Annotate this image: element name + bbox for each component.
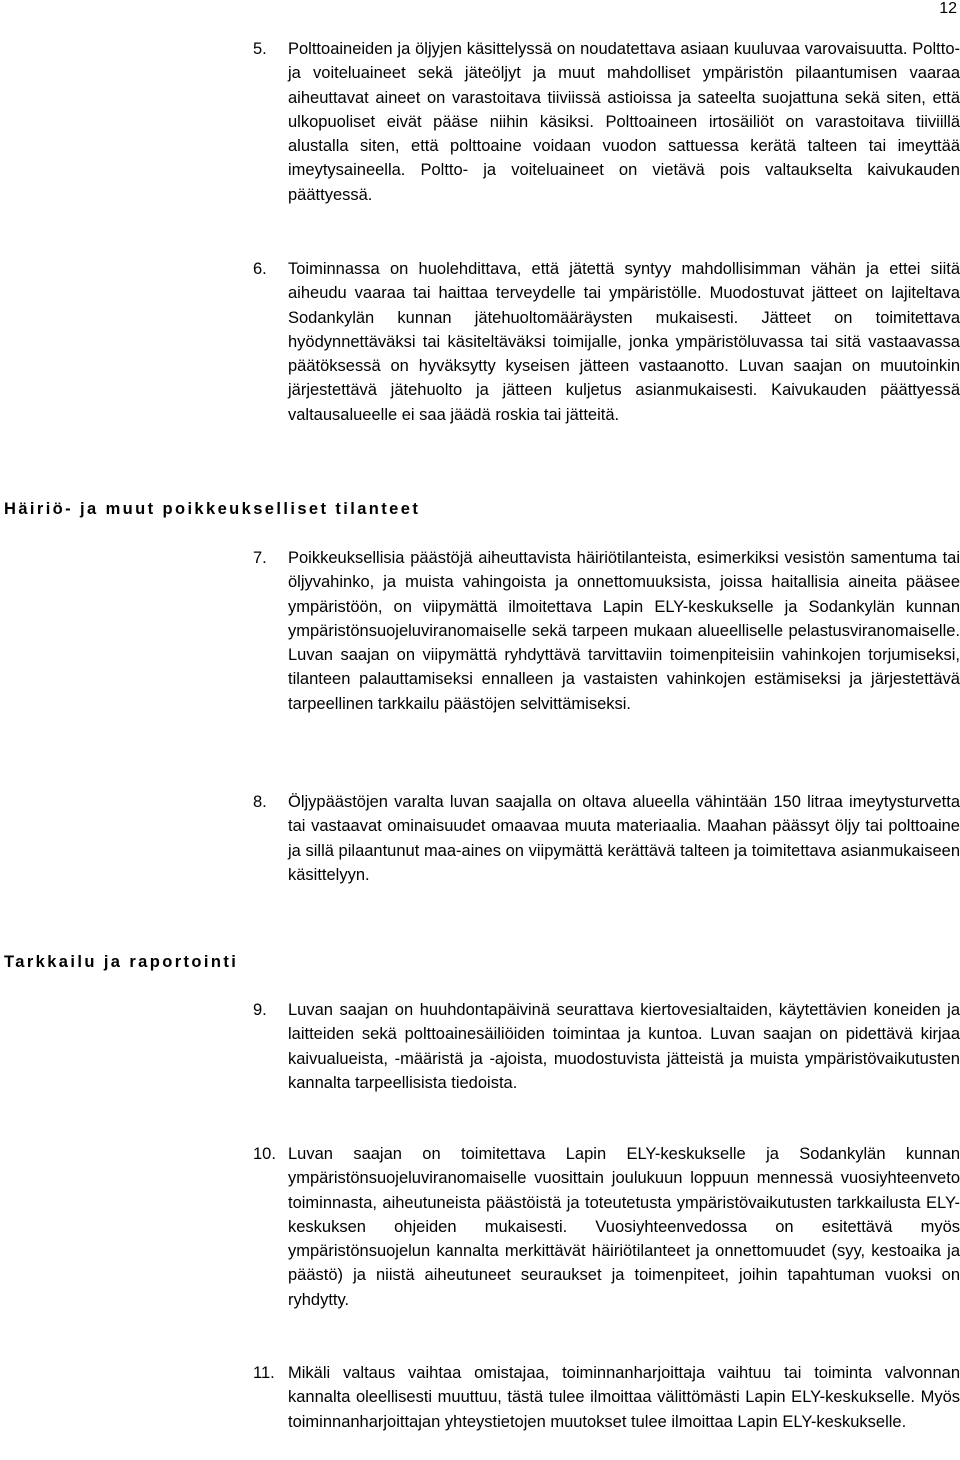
list-item-10 bbox=[253, 1142, 960, 1312]
item-number: 9. bbox=[253, 1001, 267, 1019]
item-number: 8. bbox=[253, 793, 267, 811]
list-item-11 bbox=[253, 1361, 960, 1434]
item-text: Poikkeuksellisia päästöjä aiheuttavista häiriötilanteista, esimerkiksi vesistön samentuma tai öljyvahinko, ja muista vahingoista ja onnettomuuksista, joissa haitallisia aineita pääsee ympäristöön, on viipymättä ilmoitettava Lapin ELY-keskukselle ja Sodankylän kunnan ympäristönsuojeluviranomaiselle sekä tarpeen mukaan alueelliselle pelastusviranomaiselle. Luvan saajan on viipymättä ryhdyttävä tarvittaviin toimenpiteisiin vahinkojen torjumiseksi, tilanteen palauttamiseksi ennalleen ja vastaisten vahinkojen estämiseksi ja järjestettävä tarpeellinen tarkkailu päästöjen selvittämiseksi. bbox=[288, 549, 960, 713]
list-item-5 bbox=[253, 37, 960, 207]
item-number: 10. bbox=[253, 1145, 276, 1163]
item-text: Polttoaineiden ja öljyjen käsittelyssä on noudatettava asiaan kuuluvaa varovaisuutta. Poltto- ja voiteluaineet sekä jäteöljyt ja muut mahdolliset ympäristön pilaantumisen vaaraa aiheuttavat aineet on varastoitava tiiviissä astioissa ja sateelta suojattuna sekä siten, että ulkopuoliset eivät pääse niihin käsiksi. Polttoaineen irtosäiliöt on varastoitava tiiviillä alustalla siten, että polttoaine voidaan vuodon sattuessa kerätä talteen tai imeyttää imeytysaineella. Poltto- ja voiteluaineet on vietävä pois valtaukselta kaivukauden päättyessä. bbox=[288, 40, 960, 204]
item-text: Luvan saajan on huuhdontapäivinä seurattava kiertovesialtaiden, käytettävien koneiden ja laitteiden sekä polttoainesäiliöiden toimintaa ja kuntoa. Luvan saajan on pidettävä kirjaa kaivualueista, -määristä ja -ajoista, muodostuvista jätteistä ja muista ympäristövaikutusten kannalta tarpeellisista tiedoista. bbox=[288, 1001, 960, 1092]
page-number: 12 bbox=[939, 0, 957, 17]
list-item-8 bbox=[253, 790, 960, 887]
list-item-6 bbox=[253, 257, 960, 427]
item-number: 5. bbox=[253, 40, 267, 58]
item-number: 7. bbox=[253, 549, 267, 567]
item-number: 11. bbox=[253, 1364, 275, 1382]
section-heading-monitoring: Tarkkailu ja raportointi bbox=[4, 953, 239, 971]
item-text: Toiminnassa on huolehdittava, että jätettä syntyy mahdollisimman vähän ja ettei siitä aiheudu vaaraa tai haittaa terveydelle tai ympäristölle. Muodostuvat jätteet on lajiteltava Sodankylän kunnan jätehuoltomääräysten mukaisesti. Jätteet on toimitettava hyödynnettäväksi tai käsiteltäväksi toimijalle, jonka ympäristöluvassa tai sitä vastaavassa päätöksessä on hyväksytty kyseisen jätteen vastaanotto. Luvan saajan on muutoinkin järjestettävä jätehuolto ja jätteen kuljetus asianmukaisesti. Kaivukauden päättyessä valtausalueelle ei saa jäädä roskia tai jätteitä. bbox=[288, 260, 960, 424]
list-item-7 bbox=[253, 546, 960, 716]
item-text: Luvan saajan on toimitettava Lapin ELY-keskukselle ja Sodankylän kunnan ympäristönsuojeluviranomaiselle vuosittain joulukuun loppuun mennessä vuosiyhteenveto toiminnasta, aiheutuneista päästöistä ja toteutetusta ympäristövaikutusten tarkkailusta ELY-keskuksen ohjeiden mukaisesti. Vuosiyhteenvedossa on esitettävä myös ympäristönsuojelun kannalta merkittävät häiriötilanteet ja onnettomuudet (syy, kestoaika ja päästö) ja niistä aiheutuneet seuraukset ja toimenpiteet, joihin tapahtuman vuoksi on ryhdytty. bbox=[288, 1145, 960, 1309]
section-heading-incidents: Häiriö- ja muut poikkeukselliset tilanteet bbox=[4, 500, 421, 518]
item-number: 6. bbox=[253, 260, 267, 278]
item-text: Öljypäästöjen varalta luvan saajalla on oltava alueella vähintään 150 litraa imeytysturvetta tai vastaavat ominaisuudet omaavaa muuta materiaalia. Maahan päässyt öljy tai polttoaine ja sillä pilaantunut maa-aines on viipymättä kerättävä talteen ja toimitettava asianmukaiseen käsittelyyn. bbox=[288, 793, 960, 884]
list-item-9 bbox=[253, 998, 960, 1095]
item-text: Mikäli valtaus vaihtaa omistajaa, toiminnanharjoittaja vaihtuu tai toiminta valvonnan kannalta oleellisesti muuttuu, tästä tulee ilmoittaa välittömästi Lapin ELY-keskukselle. Myös toiminnanharjoittajan yhteystietojen muutokset tulee ilmoittaa Lapin ELY-keskukselle. bbox=[288, 1364, 960, 1431]
